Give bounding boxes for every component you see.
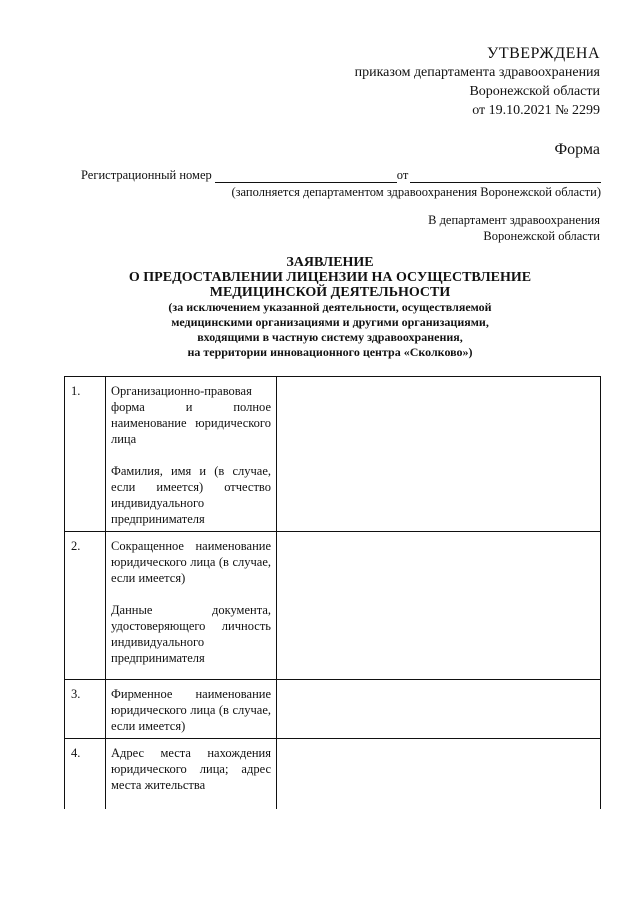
approval-title: УТВЕРЖДЕНА — [486, 45, 600, 62]
row-label-primary: Сокращенное наименование юридического лица (в случае, если имеется) — [111, 539, 271, 585]
row-label-secondary: Фамилия, имя и (в случае, если имеется) отчество индивидуального предпринимателя — [111, 464, 271, 526]
row-label — [106, 739, 277, 809]
table-row — [65, 532, 601, 680]
table-row — [65, 377, 601, 532]
row-number: 1. — [65, 377, 106, 532]
row-number: 4. — [65, 739, 106, 809]
row-label — [106, 532, 277, 680]
row-number: 2. — [65, 532, 106, 680]
row-label — [106, 680, 277, 739]
approval-line-2: Воронежской области — [469, 84, 600, 99]
registration-block — [81, 168, 601, 200]
approval-line-1: приказом департамента здравоохранения — [354, 65, 600, 80]
row-label-secondary: Данные документа, удостоверяющего личность индивидуального предпринимателя — [111, 603, 271, 665]
row-label-primary: Организационно-правовая форма и полное наименование юридического лица — [111, 384, 271, 446]
form-label: Форма — [554, 141, 600, 158]
approval-stamp — [355, 44, 600, 120]
row-label-primary: Адрес места нахождения юридического лица; адрес места жительства — [111, 746, 271, 792]
row-value-field[interactable] — [277, 680, 601, 739]
row-value-field[interactable] — [277, 532, 601, 680]
heading-subtitle-2: медицинскими организациями и другими организациями, — [171, 315, 489, 329]
row-value-field[interactable] — [277, 739, 601, 809]
heading-subtitle-3: входящими в частную систему здравоохранения, — [197, 330, 463, 344]
registration-date-field[interactable] — [410, 169, 601, 183]
heading-subtitle-1: (за исключением указанной деятельности, осуществляемой — [168, 300, 492, 314]
addressee-line-2: Воронежской области — [483, 229, 600, 243]
row-value-field[interactable] — [277, 377, 601, 532]
addressee — [428, 212, 600, 244]
table-row — [65, 680, 601, 739]
row-number: 3. — [65, 680, 106, 739]
table-row — [65, 739, 601, 809]
addressee-line-1: В департамент здравоохранения — [428, 213, 600, 227]
application-table — [64, 376, 601, 809]
document-heading — [60, 255, 600, 360]
heading-title-3: МЕДИЦИНСКОЙ ДЕЯТЕЛЬНОСТИ — [209, 285, 451, 300]
row-label — [106, 377, 277, 532]
registration-number-label: Регистрационный номер — [81, 168, 212, 182]
row-label-primary: Фирменное наименование юридического лица (в случае, если имеется) — [111, 687, 271, 733]
approval-line-3: от 19.10.2021 № 2299 — [472, 103, 600, 118]
heading-subtitle-4: на территории инновационного центра «Сколково») — [187, 345, 473, 359]
heading-title-2: О ПРЕДОСТАВЛЕНИИ ЛИЦЕНЗИИ НА ОСУЩЕСТВЛЕНИЕ — [128, 270, 532, 285]
registration-note: (заполняется департаментом здравоохранения Воронежской области) — [231, 185, 601, 199]
heading-title-1: ЗАЯВЛЕНИЕ — [286, 255, 374, 270]
registration-number-field[interactable] — [215, 169, 397, 183]
registration-date-label: от — [396, 168, 409, 182]
